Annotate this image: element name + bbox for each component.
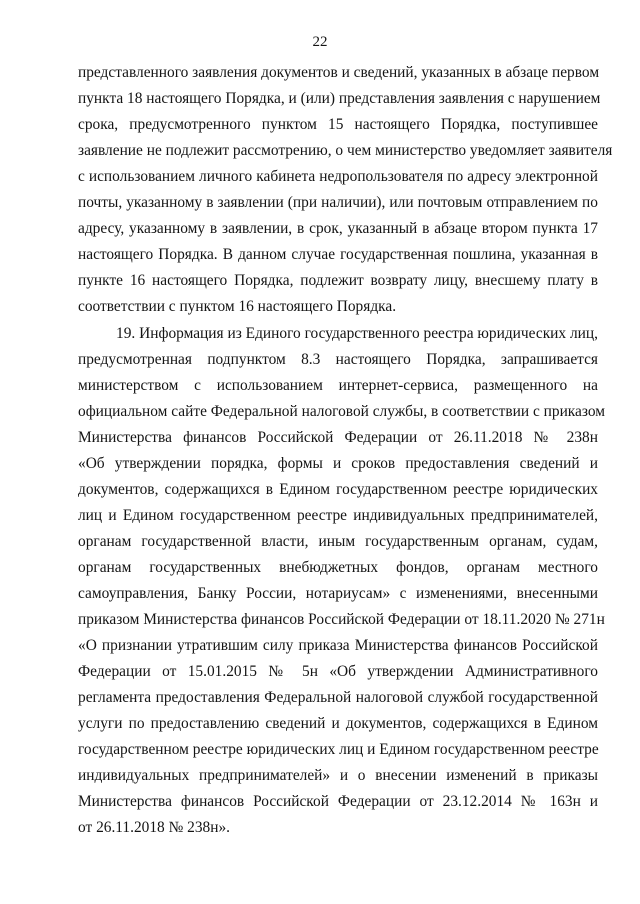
text-line: Федерации от 15.01.2015 № 5н «Об утверждении Административного: [78, 663, 598, 680]
text-line: приказом Министерства финансов Российской Федерации от 18.11.2020 № 271н: [78, 611, 605, 628]
paragraph-19-first-line: 19. Информация из Единого государственного реестра юридических лиц,: [116, 325, 598, 342]
text-line: соответствии с пунктом 16 настоящего Порядка.: [78, 298, 397, 315]
text-line: настоящего Порядка. В данном случае государственная пошлина, указанная в: [78, 246, 598, 263]
text-line: индивидуальных предпринимателей» и о внесении изменений в приказы: [78, 767, 598, 784]
text-line: органам государственной власти, иным государственным органам, судам,: [78, 533, 598, 550]
text-line: услуги по предоставлению сведений и документов, содержащихся в Едином: [78, 715, 598, 732]
text-line: адресу, указанному в заявлении, в срок, указанный в абзаце втором пункта 17: [78, 220, 598, 237]
text-line: лиц и Едином государственном реестре индивидуальных предпринимателей,: [78, 507, 598, 524]
text-line: почты, указанному в заявлении (при наличии), или почтовым отправлением по: [78, 194, 598, 211]
text-line: самоуправления, Банку России, нотариусам» с изменениями, внесенными: [78, 585, 598, 602]
text-line: срока, предусмотренного пунктом 15 настоящего Порядка, поступившее: [78, 116, 598, 133]
text-line: заявление не подлежит рассмотрению, о чем министерство уведомляет заявителя: [78, 142, 613, 159]
text-line: пункте 16 настоящего Порядка, подлежит возврату лицу, внесшему плату в: [78, 272, 598, 289]
text-line: органам государственных внебюджетных фондов, органам местного: [78, 559, 598, 576]
text-line: Министерства финансов Российской Федерации от 26.11.2018 № 238н: [78, 429, 598, 446]
text-line: государственном реестре юридических лиц и Едином государственном реестре: [78, 741, 599, 758]
text-line: с использованием личного кабинета недропользователя по адресу электронной: [78, 168, 598, 185]
page-number: 22: [312, 34, 328, 50]
text-line: документов, содержащихся в Едином государственном реестре юридических: [78, 481, 598, 498]
text-line: министерством с использованием интернет-сервиса, размещенного на: [78, 377, 598, 394]
text-line: «О признании утратившим силу приказа Министерства финансов Российской: [78, 637, 598, 654]
text-line: «Об утверждении порядка, формы и сроков предоставления сведений и: [78, 455, 598, 472]
text-line: пункта 18 настоящего Порядка, и (или) представления заявления с нарушением: [78, 90, 601, 107]
text-line: Министерства финансов Российской Федерации от 23.12.2014 № 163н и: [78, 793, 598, 810]
text-line: предусмотренная подпунктом 8.3 настоящего Порядка, запрашивается: [78, 351, 598, 368]
text-line: представленного заявления документов и сведений, указанных в абзаце первом: [78, 64, 600, 81]
text-line: официальном сайте Федеральной налоговой службы, в соответствии с приказом: [78, 403, 606, 420]
text-line: регламента предоставления Федеральной налоговой службой государственной: [78, 689, 598, 706]
text-line: от 26.11.2018 № 238н».: [78, 819, 230, 836]
